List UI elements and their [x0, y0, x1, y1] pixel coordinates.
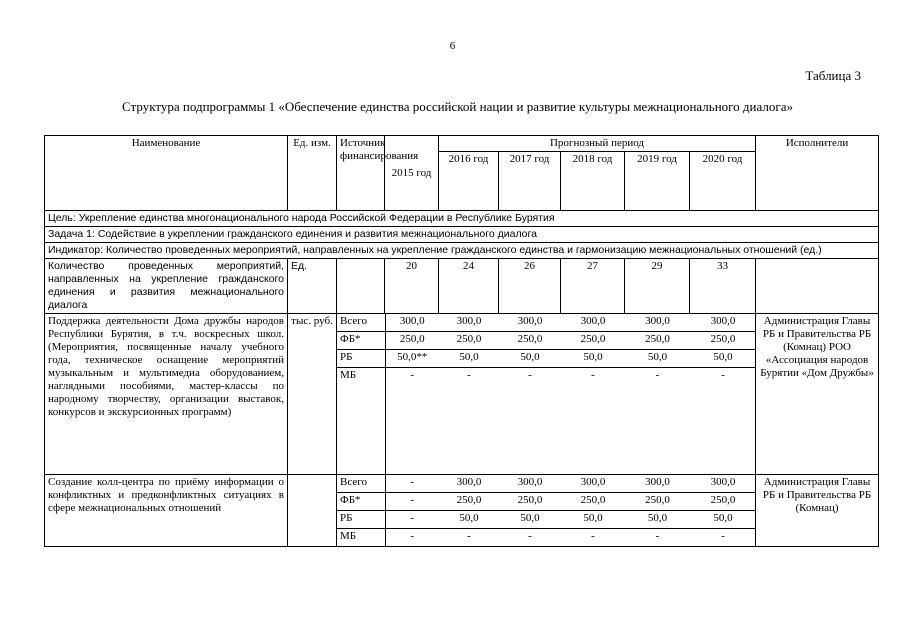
value-2019: 50,0: [625, 511, 690, 529]
header-unit: Ед. изм.: [288, 136, 337, 211]
value-2020: 50,0: [690, 350, 756, 368]
source-label: МБ: [337, 529, 385, 547]
header-year-2016: 2016 год: [439, 152, 499, 211]
task-text: Задача 1: Содействие в укреплении гражданского единения и развития межнационального диалога: [45, 227, 879, 243]
value-2016: 50,0: [439, 350, 499, 368]
value-2019: 250,0: [625, 332, 690, 350]
value-2018: 50,0: [561, 350, 625, 368]
indicator-source: [337, 259, 385, 314]
page-number: 6: [449, 40, 456, 52]
activity-unit: тыс. руб.: [288, 314, 337, 475]
indicator-values-row: [45, 259, 879, 314]
value-2019: 300,0: [625, 475, 690, 493]
indicator-value-2020: 33: [690, 259, 756, 314]
financing-row-fb: [337, 332, 756, 350]
indicator-value-2018: 27: [561, 259, 625, 314]
value-2019: -: [655, 530, 660, 542]
document-title: Структура подпрограммы 1 «Обеспечение единства российской нации и развитие культуры межнационального диалога»: [122, 99, 793, 114]
value-2015: -: [385, 475, 439, 493]
subprogram-structure-table: [44, 135, 879, 547]
value-2018: 300,0: [561, 475, 625, 493]
source-label: ФБ*: [337, 332, 385, 350]
value-2016: -: [467, 369, 471, 381]
value-2015: -: [385, 511, 439, 529]
value-2015: -: [410, 530, 415, 542]
value-2016: 300,0: [439, 475, 499, 493]
value-2016: 50,0: [439, 511, 499, 529]
source-label: МБ: [337, 368, 385, 475]
goal-text: Цель: Укрепление единства многонационального народа Российской Федерации в Республике Бурятия: [45, 211, 879, 227]
activity-unit: [288, 475, 337, 547]
financing-row-mb: [337, 368, 756, 475]
value-2018: -: [591, 530, 595, 542]
indicator-name: Количество проведенных мероприятий, направленных на укрепление гражданского единения и развития межнационального диалога: [45, 259, 288, 314]
header-year-2020: 2020 год: [690, 152, 756, 211]
source-label: РБ: [337, 511, 385, 529]
header-row: [45, 136, 879, 152]
value-2016: -: [467, 530, 471, 542]
header-source: Источник финансирования: [337, 136, 385, 211]
value-2019: 250,0: [625, 493, 690, 511]
indicator-unit: Ед.: [288, 259, 337, 314]
value-2020: 300,0: [690, 314, 756, 332]
activity-name: Поддержка деятельности Дома дружбы народов Республики Бурятия, в т.ч. воскресных школ. (Мероприятия, посвященные началу учебного года, техническое оснащение мероприятий музыкальным и мультимедиа оборудованием, наглядными пособиями, мастер-классы по народному творчеству, организации выставок, конкурсов и экскурсионных программ): [45, 314, 288, 475]
value-2017: 50,0: [499, 511, 561, 529]
indicator-executors: [756, 259, 879, 314]
value-2018: 250,0: [561, 493, 625, 511]
value-2020: 50,0: [690, 511, 756, 529]
value-2017: 300,0: [499, 314, 561, 332]
source-label: Всего: [337, 314, 385, 332]
indicator-value-2016: 24: [439, 259, 499, 314]
indicator-value-2015: 20: [385, 259, 439, 314]
value-2018: -: [591, 369, 595, 381]
financing-row-total: [337, 475, 756, 493]
value-2019: 300,0: [625, 314, 690, 332]
value-2017: -: [528, 369, 532, 381]
financing-row-rb: [337, 511, 756, 529]
value-2020: -: [721, 530, 725, 542]
activity-row: [45, 314, 879, 475]
value-2017: 300,0: [499, 475, 561, 493]
value-2020: -: [721, 369, 725, 381]
value-2018: 50,0: [561, 511, 625, 529]
value-2016: 250,0: [439, 332, 499, 350]
value-2016: 250,0: [439, 493, 499, 511]
activity-name: Создание колл-центра по приёму информации о конфликтных и предконфликтных ситуациях в сфере межнациональных отношений: [45, 475, 288, 547]
financing-row-total: [337, 314, 756, 332]
indicator-value-2017: 26: [499, 259, 561, 314]
value-2018: 300,0: [561, 314, 625, 332]
activity-financing: [337, 475, 756, 547]
source-label: РБ: [337, 350, 385, 368]
value-2015: 250,0: [385, 332, 439, 350]
value-2017: 50,0: [499, 350, 561, 368]
header-executors: Исполнители: [756, 136, 879, 211]
value-2015: -: [385, 493, 439, 511]
financing-row-mb: [337, 529, 756, 547]
header-year-2018: 2018 год: [561, 152, 625, 211]
value-2020: 250,0: [690, 493, 756, 511]
value-2015: 50,0**: [385, 350, 439, 368]
header-year-2017: 2017 год: [499, 152, 561, 211]
value-2017: 250,0: [499, 332, 561, 350]
value-2020: 250,0: [690, 332, 756, 350]
header-2015: 2015 год: [385, 136, 439, 211]
activity-financing: [337, 314, 756, 475]
activity-row: [45, 475, 879, 547]
header-year-2019: 2019 год: [625, 152, 690, 211]
value-2015: -: [410, 369, 415, 381]
table-label: Таблица 3: [805, 68, 861, 83]
goal-row: [45, 211, 879, 227]
value-2017: -: [528, 530, 532, 542]
value-2015: 300,0: [385, 314, 439, 332]
financing-table: [337, 475, 756, 546]
financing-row-fb: [337, 493, 756, 511]
value-2020: 300,0: [690, 475, 756, 493]
source-label: ФБ*: [337, 493, 385, 511]
value-2017: 250,0: [499, 493, 561, 511]
header-forecast: Прогнозный период: [439, 136, 756, 152]
activity-executors: Администрация Главы РБ и Правительства РБ (Комнац): [756, 475, 879, 547]
value-2016: 300,0: [439, 314, 499, 332]
value-2018: 250,0: [561, 332, 625, 350]
indicator-value-2019: 29: [625, 259, 690, 314]
header-name: Наименование: [45, 136, 288, 211]
source-label: Всего: [337, 475, 385, 493]
financing-row-rb: [337, 350, 756, 368]
activity-executors: Администрация Главы РБ и Правительства РБ (Комнац) РОО «Ассоциация народов Бурятии «Дом Дружбы»: [756, 314, 879, 475]
value-2019: -: [655, 369, 660, 381]
financing-table: [337, 314, 756, 474]
task-row: [45, 227, 879, 243]
indicator-row: [45, 243, 879, 259]
value-2019: 50,0: [625, 350, 690, 368]
indicator-text: Индикатор: Количество проведенных мероприятий, направленных на укрепление гражданского единства и гармонизацию межнациональных отношений (ед.): [45, 243, 879, 259]
